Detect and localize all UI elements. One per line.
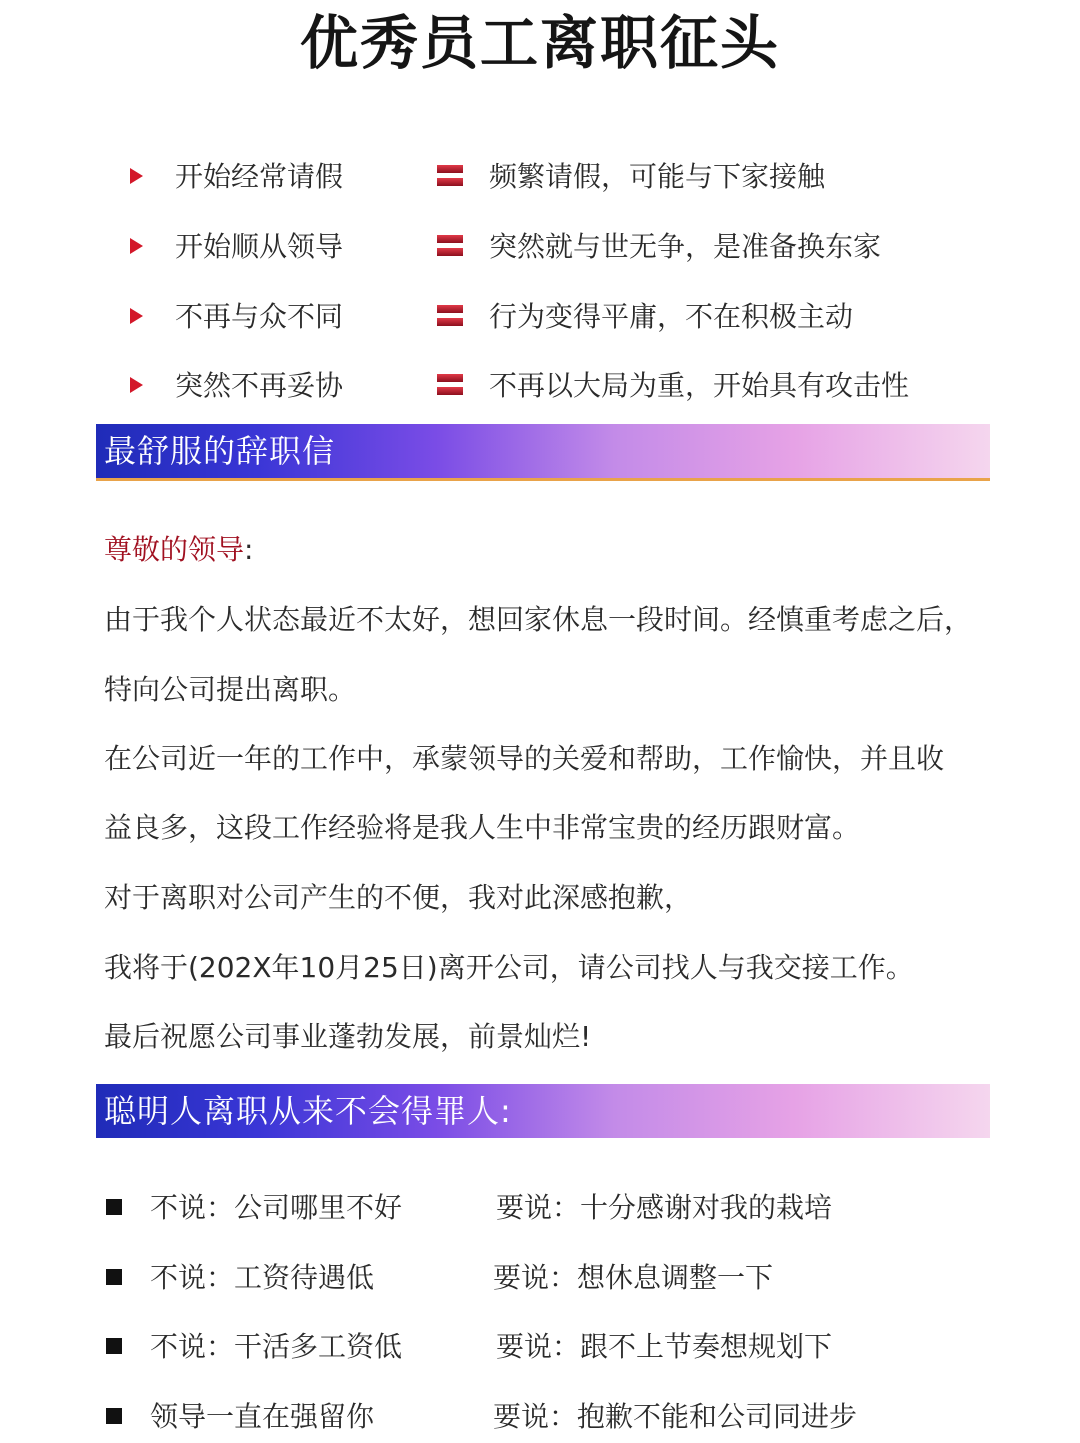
sign-row [0,292,1080,342]
letter-line: 最后祝愿公司事业蓬勃发展，前景灿烂! [104,1020,592,1053]
do-say-text: 要说：抱歉不能和公司同进步 [493,1400,858,1433]
do-say-text: 要说：想休息调整一下 [493,1261,774,1294]
sign-row [0,361,1080,411]
do-say-text: 要说：十分感谢对我的栽培 [496,1191,833,1224]
sign-label: 突然不再妥协 [175,369,344,402]
section-banner-smart-resignation [96,1084,990,1138]
square-bullet-icon [106,1338,122,1354]
triangle-bullet-icon [130,308,143,324]
dont-say-text: 不说：公司哪里不好 [150,1191,403,1224]
sign-label: 开始顺从领导 [175,230,344,263]
sign-label: 不再与众不同 [175,300,344,333]
section-heading: 最舒服的辞职信 [104,432,336,470]
triangle-bullet-icon [130,168,143,184]
dont-say-text: 不说：干活多工资低 [150,1330,403,1363]
letter-line: 我将于(202X年10月25日)离开公司，请公司找人与我交接工作。 [104,951,914,984]
equals-icon [437,165,463,187]
do-say-text: 要说：跟不上节奏想规划下 [496,1330,833,1363]
say-row [0,1254,1080,1304]
equals-icon [437,305,463,327]
letter-line: 益良多，这段工作经验将是我人生中非常宝贵的经历跟财富。 [104,811,861,844]
say-row [0,1184,1080,1234]
sign-meaning: 行为变得平庸，不在积极主动 [489,300,854,333]
page-title: 优秀员工离职征头 [299,9,780,77]
letter-line: 对于离职对公司产生的不便，我对此深感抱歉， [104,881,693,914]
say-row [0,1323,1080,1373]
letter-line: 由于我个人状态最近不太好，想回家休息一段时间。经慎重考虑之后， [104,603,973,636]
square-bullet-icon [106,1269,122,1285]
say-row [0,1393,1080,1443]
sign-row [0,152,1080,202]
salutation-text: 尊敬的领导 [104,533,245,566]
letter-line: 在公司近一年的工作中，承蒙领导的关爱和帮助，工作愉快，并且收 [104,742,945,775]
section-banner-resignation-letter [96,424,990,481]
equals-icon [437,235,463,257]
salutation-colon: : [244,533,254,566]
triangle-bullet-icon [130,238,143,254]
letter-salutation [104,530,253,570]
triangle-bullet-icon [130,377,143,393]
equals-icon [437,374,463,396]
sign-row [0,222,1080,272]
square-bullet-icon [106,1199,122,1215]
square-bullet-icon [106,1408,122,1424]
letter-line: 特向公司提出离职。 [104,673,357,706]
sign-meaning: 频繁请假，可能与下家接触 [489,160,826,193]
sign-meaning: 不再以大局为重，开始具有攻击性 [489,369,910,402]
sign-meaning: 突然就与世无争，是准备换东家 [489,230,882,263]
sign-label: 开始经常请假 [175,160,344,193]
section-heading: 聪明人离职从来不会得罪人: [104,1092,512,1130]
dont-say-text: 领导一直在强留你 [150,1400,375,1433]
dont-say-text: 不说：工资待遇低 [150,1261,375,1294]
